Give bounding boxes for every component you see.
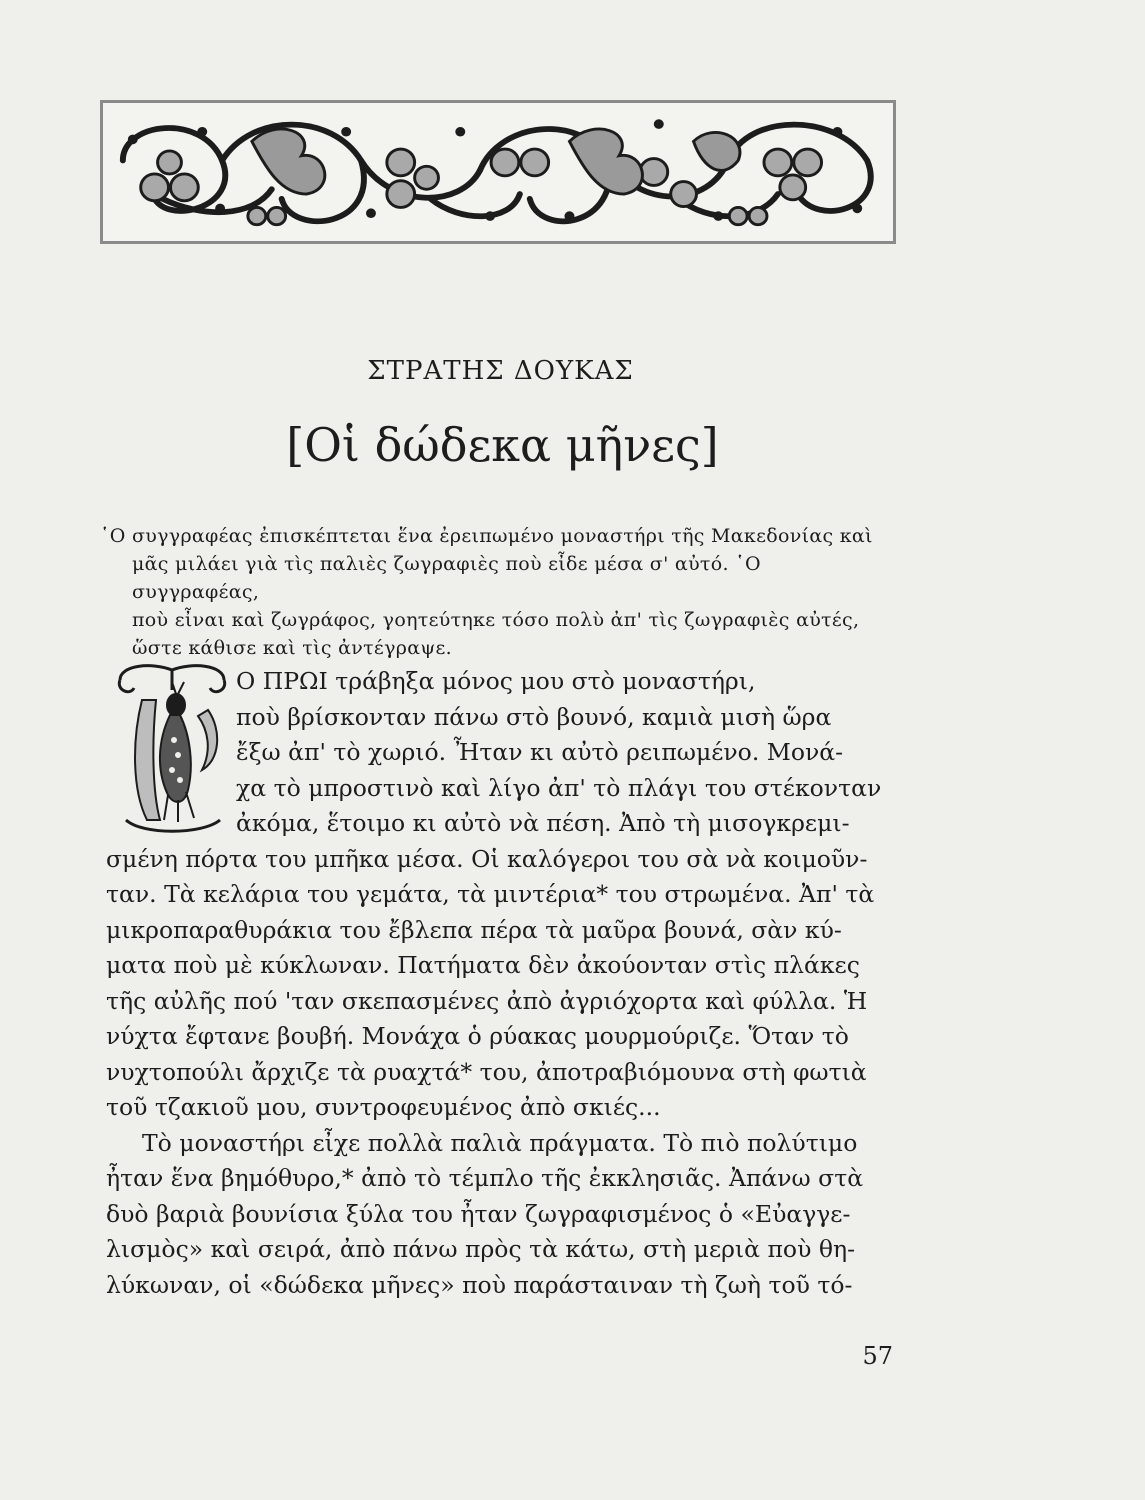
page-number: 57 — [862, 1342, 893, 1370]
body-line: ταν. Τὰ κελάρια του γεμάτα, τὰ μιντέρια* του στρωμένα. Ἀπ' τὰ — [106, 880, 875, 908]
chapter-title: [Οἱ δώδεκα μῆνες] — [286, 418, 719, 472]
body-line: λύκωναν, οἱ «δώδεκα μῆνες» ποὺ παράσταιναν τὴ ζωὴ τοῦ τό- — [106, 1270, 853, 1299]
body-line: Τὸ μοναστήρι εἶχε πολλὰ παλιὰ πράγματα. Τὸ πιὸ πολύτιμο — [142, 1128, 858, 1157]
body-line: ἦταν ἕνα βημόθυρο,* ἀπὸ τὸ τέμπλο τῆς ἐκκλησιᾶς. Ἀπάνω στὰ — [106, 1164, 864, 1192]
body-line: νυχτοπούλι ἄρχιζε τὰ ρυαχτά* του, ἀποτραβιόμουνα στὴ φωτιὰ — [106, 1057, 867, 1086]
intro-line: ῾Ο συγγραφέας ἐπισκέπτεται ἕνα ἐρειπωμένο μοναστήρι τῆς Μακεδονίας καὶ — [100, 525, 873, 547]
intro-line: ποὺ εἶναι καὶ ζωγράφος, γοητεύτηκε τόσο πολὺ ἀπ' τὶς ζωγραφιὲς αὐτές, — [132, 609, 860, 631]
body-line: σμένη πόρτα του μπῆκα μέσα. Οἱ καλόγεροι του σὰ νὰ κοιμοῦν- — [106, 844, 868, 873]
intro-summary — [100, 522, 892, 662]
body-line: χα τὸ μπροστινὸ καὶ λίγο ἀπ' τὸ πλάγι του στέκονταν — [236, 773, 882, 802]
author-name: ΣΤΡΑΤΗΣ ΔΟΥΚΑΣ — [367, 356, 634, 386]
body-text — [106, 664, 892, 1303]
body-line: νύχτα ἔφτανε βουβή. Μονάχα ὁ ρύακας μουρμούριζε. Ὅταν τὸ — [106, 1022, 849, 1050]
body-line: μικροπαραθυράκια του ἔβλεπα πέρα τὰ μαῦρα βουνά, σὰν κύ- — [106, 915, 842, 944]
body-line: λισμὸς» καὶ σειρά, ἀπὸ πάνω πρὸς τὰ κάτω, στὴ μεριὰ ποὺ θη- — [106, 1235, 856, 1263]
body-line: τοῦ τζακιοῦ μου, συντροφευμένος ἀπὸ σκιές... — [106, 1093, 661, 1121]
body-line: δυὸ βαριὰ βουνίσια ξύλα του ἦταν ζωγραφισμένος ὁ «Εὐαγγε- — [106, 1199, 851, 1228]
body-line: ποὺ βρίσκονταν πάνω στὸ βουνό, καμιὰ μισὴ ὥρα — [236, 702, 832, 731]
body-line: ματα ποὺ μὲ κύκλωναν. Πατήματα δὲν ἀκούονταν στὶς πλάκες — [106, 951, 860, 979]
intro-line: μᾶς μιλάει γιὰ τὶς παλιὲς ζωγραφιὲς ποὺ εἶδε μέσα σ' αὐτό. ῾Ο συγγραφέας, — [132, 553, 761, 603]
decorative-header-ornament — [100, 100, 896, 244]
body-line: Ο ΠΡΩΙ τράβηξα μόνος μου στὸ μοναστήρι, — [236, 667, 756, 695]
body-line: ἀκόμα, ἕτοιμο κι αὐτὸ νὰ πέση. Ἀπὸ τὴ μισογκρεμι- — [236, 809, 850, 837]
body-line: ἔξω ἀπ' τὸ χωριό. Ἦταν κι αὐτὸ ρειπωμένο. Μονά- — [236, 738, 844, 766]
body-line: τῆς αὐλῆς πού 'ταν σκεπασμένες ἀπὸ ἀγριόχορτα καὶ φύλλα. Ἡ — [106, 986, 868, 1015]
intro-line: ὥστε κάθισε καὶ τὶς ἀντέγραψε. — [132, 637, 453, 659]
